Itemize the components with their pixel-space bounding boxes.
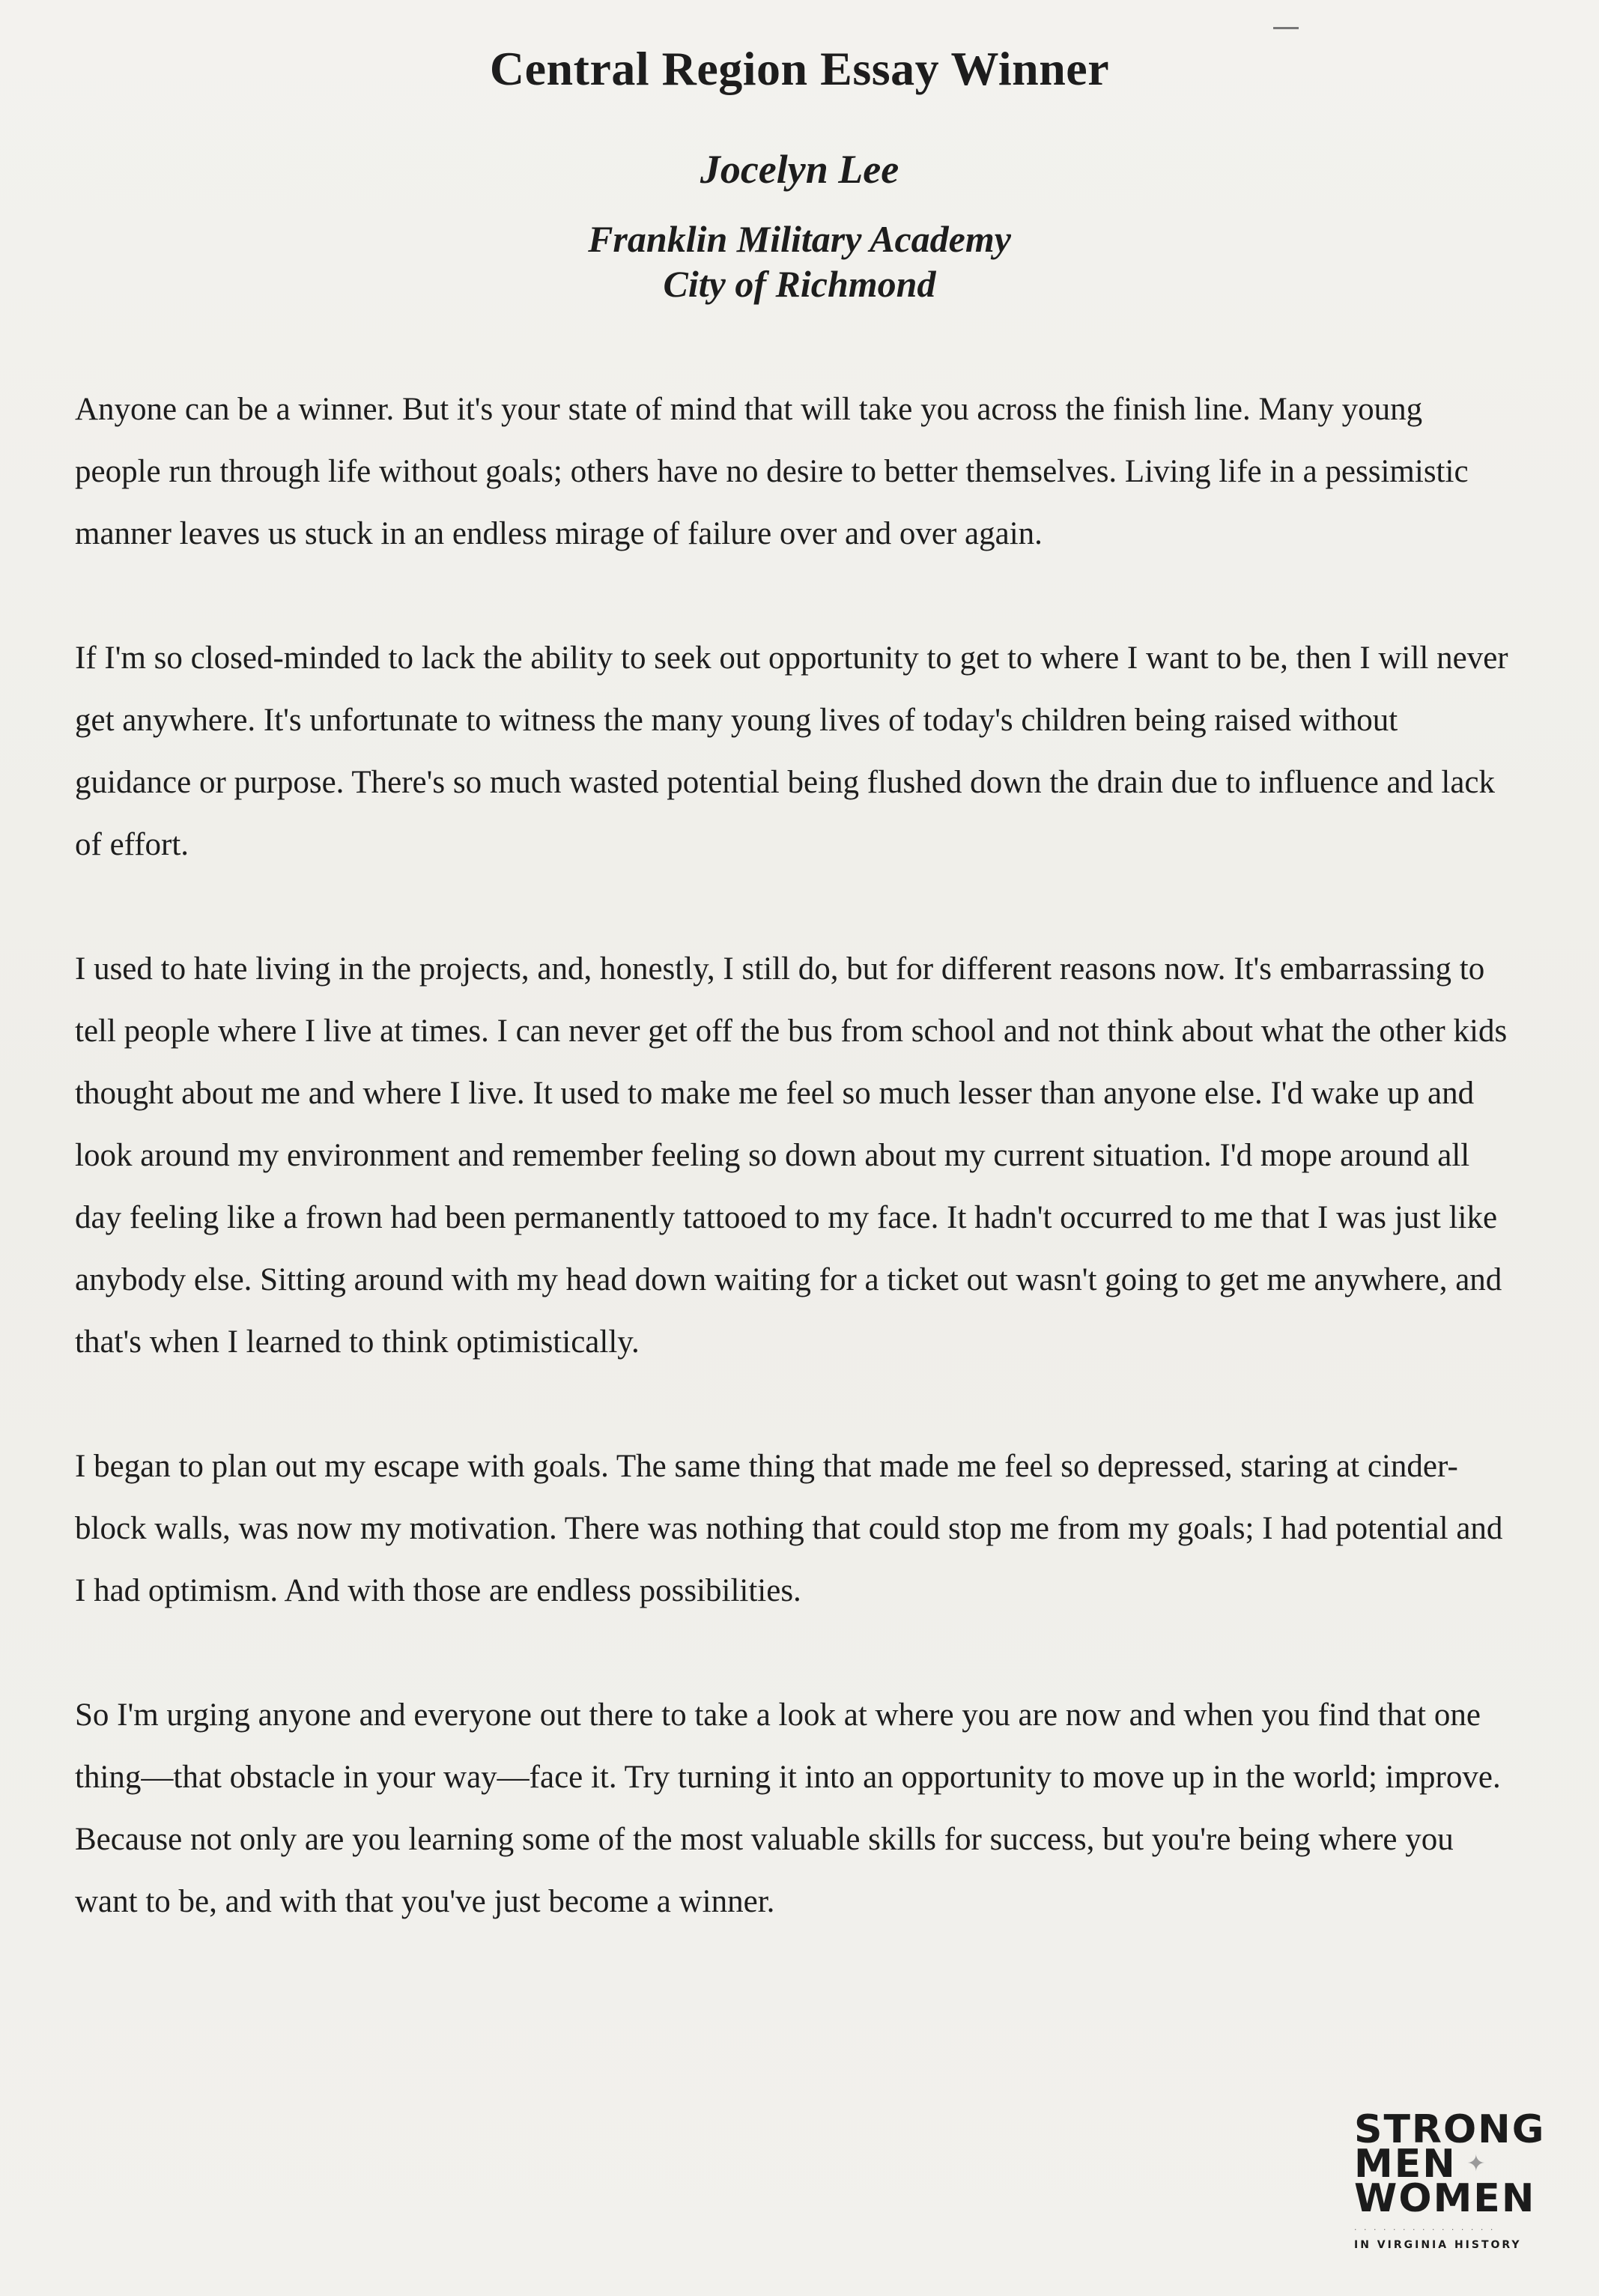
essay-body — [75, 378, 1513, 1933]
strong-men-women-logo — [1354, 2107, 1579, 2251]
school-name: Franklin Military Academy — [588, 218, 1011, 260]
paragraph-2: If I'm so closed-minded to lack the ability to seek out opportunity to get to where I want to be, then I will never get anywhere. It's unfortunate to witness the many young lives of today's children being raised without guidance or purpose. There's so much wasted potential being flushed down the drain due to influence and lack of effort. — [75, 640, 1508, 862]
paragraph-4: I began to plan out my escape with goals. The same thing that made me feel so depressed, staring at cinder-block walls, was now my motivation. There was nothing that could stop me from my goals; I had potential and I had optimism. And with those are endless possibilities. — [75, 1449, 1503, 1608]
logo-line-women: WOMEN — [1354, 2176, 1536, 2221]
paragraph-1: Anyone can be a winner. But it's your state of mind that will take you across the finish line. Many young people run through life without goals; others have no desire to better themselves. Living life in a pessimistic manner leaves us stuck in an endless mirage of failure over and over again. — [75, 392, 1469, 551]
paragraph-5: So I'm urging anyone and everyone out there to take a look at where you are now and when you find that one thing—that obstacle in your way—face it. Try turning it into an opportunity to move up in the world; improve. Because not only are you learning some of the most valuable skills for success, but you're being where you want to be, and with that you've just become a winner. — [75, 1697, 1501, 1919]
scan-mark — [1273, 27, 1299, 29]
logo-fine-print: · · · · · · · · · · · · · · · — [1354, 2225, 1496, 2235]
author-name: Jocelyn Lee — [700, 147, 899, 192]
page-title: Central Region Essay Winner — [489, 42, 1110, 95]
logo-line-strong: STRONG — [1354, 2107, 1546, 2152]
city-name: City of Richmond — [663, 263, 936, 305]
logo-tagline: IN VIRGINIA HISTORY — [1354, 2239, 1522, 2251]
star-icon: ✦ — [1466, 2151, 1486, 2177]
paragraph-3: I used to hate living in the projects, and, honestly, I still do, but for different reasons now. It's embarrassing to tell people where I live at times. I can never get off the bus from school and not think about what the other kids thought about me and where I live. It used to make me feel so much lesser than anyone else. I'd wake up and look around my environment and remember feeling so down about my current situation. I'd mope around all day feeling like a frown had been permanently tattooed to my face. It hadn't occurred to me that I was just like anybody else. Sitting around with my head down waiting for a ticket out wasn't going to get me anywhere, and that's when I learned to think optimistically. — [75, 951, 1508, 1360]
logo-line-men: MEN — [1354, 2142, 1457, 2187]
